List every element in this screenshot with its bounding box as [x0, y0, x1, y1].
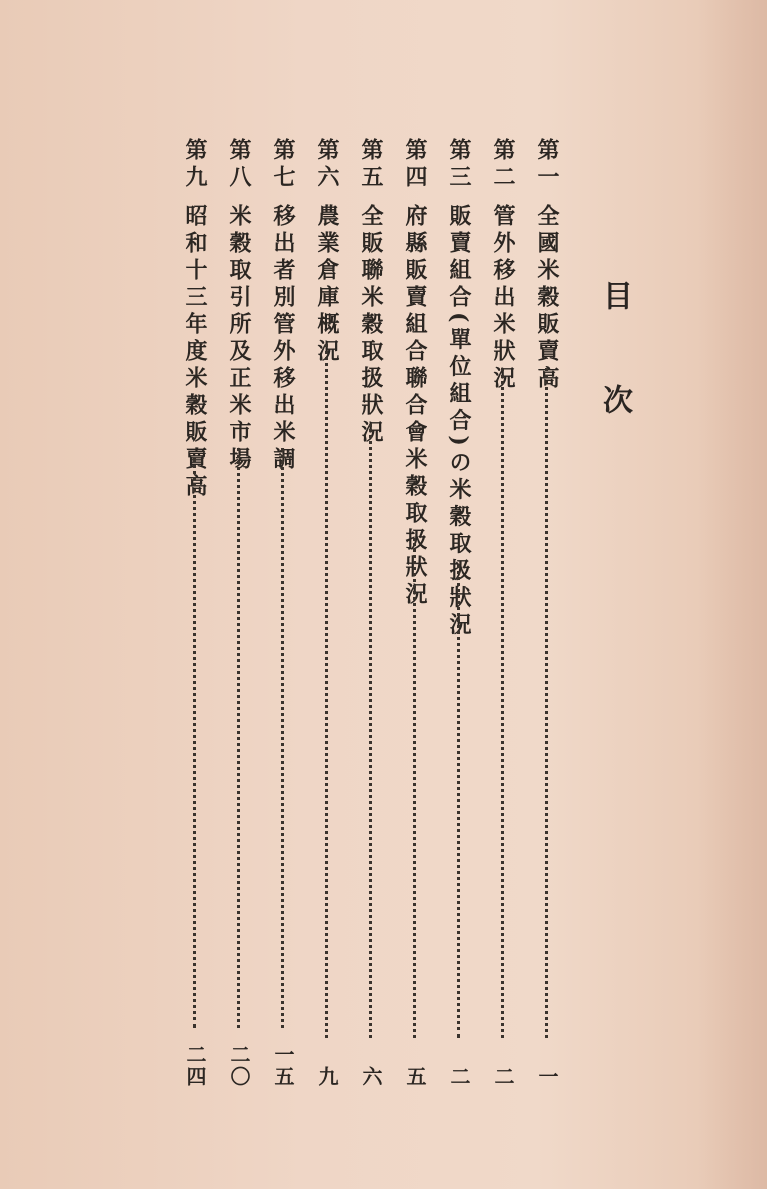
toc-entry-1 — [530, 138, 564, 1088]
toc-entry-9 — [178, 138, 212, 1088]
dot-leader — [193, 458, 200, 1028]
entry-number: 第二 — [490, 138, 516, 192]
table-of-contents — [170, 138, 580, 1088]
entry-label: 農業倉庫概況 — [314, 204, 340, 366]
entry-label: 昭和十三年度米穀販賣高 — [182, 204, 208, 501]
entry-label: 全販聯米穀取扱狀況 — [358, 204, 384, 447]
entry-label: 府縣販賣組合聯合會米穀取扱狀況 — [402, 204, 428, 609]
entry-label: 移出者別管外移出米調 — [270, 204, 296, 474]
entry-page: 五 — [403, 1066, 427, 1088]
dot-leader — [325, 344, 332, 1038]
dot-leader — [545, 368, 552, 1038]
dot-leader — [369, 424, 376, 1038]
dot-leader — [457, 564, 464, 1038]
entry-number: 第七 — [270, 138, 296, 192]
dot-leader — [501, 368, 508, 1038]
entry-label: 販賣組合(單位組合)の米穀取扱狀況 — [446, 204, 472, 640]
toc-entry-6 — [310, 138, 344, 1088]
entry-number: 第三 — [446, 138, 472, 192]
entry-number: 第六 — [314, 138, 340, 192]
entry-label: 米穀取引所及正米市場 — [226, 204, 252, 474]
toc-entry-2 — [486, 138, 520, 1088]
entry-page: 二 — [491, 1066, 515, 1088]
dot-leader — [281, 448, 288, 1028]
entry-page: 二〇 — [227, 1044, 251, 1088]
page-edge-shadow — [697, 0, 767, 1189]
entry-number: 第九 — [182, 138, 208, 192]
entry-number: 第一 — [534, 138, 560, 192]
toc-title: 目次 — [597, 280, 632, 488]
entry-page: 六 — [359, 1066, 383, 1088]
entry-label: 全國米穀販賣高 — [534, 204, 560, 393]
entry-page: 二四 — [183, 1044, 207, 1088]
toc-entry-5 — [354, 138, 388, 1088]
toc-entry-7 — [266, 138, 300, 1088]
entry-number: 第五 — [358, 138, 384, 192]
entry-page: 一 — [535, 1066, 559, 1088]
entry-page: 一五 — [271, 1044, 295, 1088]
dot-leader — [237, 448, 244, 1028]
entry-number: 第四 — [402, 138, 428, 192]
toc-entry-8 — [222, 138, 256, 1088]
entry-label: 管外移出米狀況 — [490, 204, 516, 393]
toc-entry-3 — [442, 138, 476, 1088]
toc-entry-4 — [398, 138, 432, 1088]
entry-number: 第八 — [226, 138, 252, 192]
dot-leader — [413, 538, 420, 1038]
entry-page: 九 — [315, 1066, 339, 1088]
entry-page: 二 — [447, 1066, 471, 1088]
